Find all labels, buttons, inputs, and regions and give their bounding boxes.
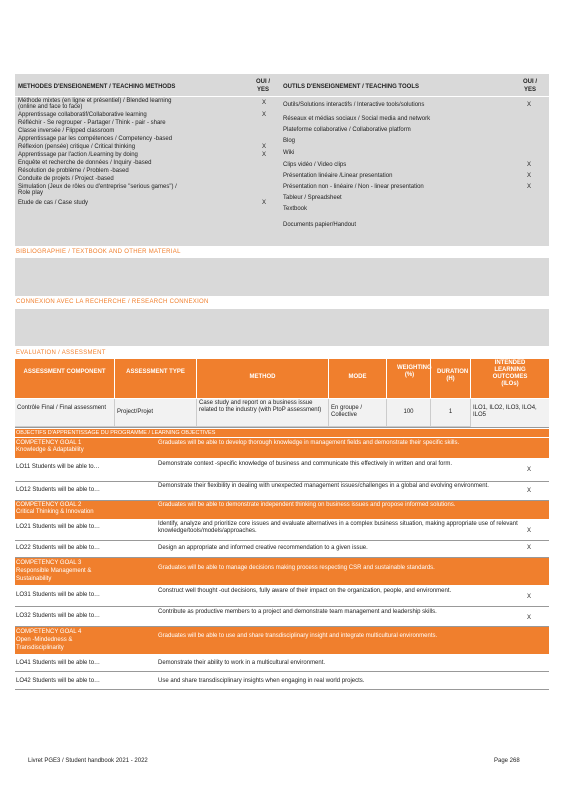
assessment-col-weighting: WEIGHTING (%) <box>387 359 431 399</box>
method-item: Apprentissage par les compétences / Competency -based <box>18 136 173 142</box>
competency-row <box>15 627 549 654</box>
methods-header-rule <box>15 96 549 97</box>
objective-code: LO11 Students will be able to… <box>16 464 100 470</box>
objective-row <box>15 459 549 482</box>
method-item: Apprentissage par l'action /Learning by doing <box>18 152 138 158</box>
tool-item: Réseaux et médias sociaux / Social media and network <box>283 116 431 122</box>
tool-mark: X <box>527 162 532 168</box>
competency-goal-description: Graduates will be able to develop thorough knowledge in management fields and demonstrate their specific skills. <box>158 440 460 446</box>
tool-item: Tableur / Spreadsheet <box>283 195 342 201</box>
assessment-col-type: ASSESSMENT TYPE <box>115 359 197 399</box>
tool-item: Wiki <box>283 150 295 156</box>
assessment-header-row <box>15 359 549 399</box>
method-mark: X <box>262 200 267 206</box>
objective-mark: X <box>527 545 532 551</box>
assessment-col-mode: MODE <box>329 359 387 399</box>
competency-row <box>15 558 549 585</box>
bibliography-heading: BIBLIOGRAPHIE / TEXTBOOK AND OTHER MATERIAL <box>16 249 181 255</box>
research-box <box>15 309 549 346</box>
tool-item: Textbook <box>283 206 308 212</box>
method-mark: X <box>262 144 267 150</box>
method-item: Simulation (Jeux de rôles ou d'entreprise "serious games") / Role play <box>18 184 177 196</box>
methods-ouiyes-header: OUI / YES <box>255 79 270 93</box>
objective-row <box>15 655 549 672</box>
method-item: Réfléchir - Se regrouper - Partager / Think - pair - share <box>18 120 166 126</box>
assessment-col-component: ASSESSMENT COMPONENT <box>15 359 115 399</box>
tools-ouiyes-header: OUI / YES <box>522 79 537 93</box>
tool-item: Clips vidéo / Video clips <box>283 162 347 168</box>
method-item: Etude de cas / Case study <box>18 200 89 206</box>
objective-code: LO21 Students will be able to… <box>16 524 101 530</box>
objective-text: Design an appropriate and informed creative recommendation to a given issue. <box>158 545 368 551</box>
objective-code: LO12 Students will be able to… <box>16 487 101 493</box>
objective-code: LO31 Students will be able to… <box>16 592 101 598</box>
objectives-title: OBJECTIFS D'APPRENTISSAGE DU PROGRAMME / LEARNING OBJECTIVES <box>15 429 549 437</box>
objective-code: LO32 Students will be able to… <box>16 613 101 619</box>
objective-text: Demonstrate context -specific knowledge of business and communicate this effectively in written and oral form. <box>158 461 453 467</box>
assessment-row <box>15 399 549 428</box>
method-item: Conduite de projets / Project -based <box>18 176 114 182</box>
method-item: Apprentissage collaboratif/Collaborative learning <box>18 112 147 118</box>
assessment-method: Case study and report on a business issue related to the industry (with PtoP assessment) <box>197 399 329 427</box>
tool-item: Documents papier/Handout <box>283 222 357 228</box>
competency-goal-description: Graduates will be able to demonstrate independent thinking on business issues and propose informed solutions. <box>158 502 456 508</box>
tools-header: OUTILS D'ENSEIGNEMENT / TEACHING TOOLS <box>283 84 419 90</box>
objective-mark: X <box>527 488 532 494</box>
method-item: Méthode mixtes (en ligne et présentiel) / Blended learning (online and face to face) <box>18 98 172 110</box>
footer-left: Livret PGE3 / Student handbook 2021 - 2022 <box>28 758 148 764</box>
method-mark: X <box>262 152 267 158</box>
objective-row <box>15 541 549 558</box>
tool-item: Présentation non - linéaire / Non - linear presentation <box>283 184 424 190</box>
method-item: Réflexion (pensée) critique / Critical thinking <box>18 144 136 150</box>
method-item: Enquête et recherche de données / Inquiry -based <box>18 160 152 166</box>
objective-row <box>15 672 549 690</box>
assessment-mode: En groupe / Collective <box>329 399 387 427</box>
method-item: Résolution de problème / Problem -based <box>18 168 129 174</box>
objective-row <box>15 607 549 627</box>
competency-goal-label: COMPETENCY GOAL 3 Responsible Management & Sustainability <box>16 560 92 582</box>
objective-mark: X <box>527 615 532 621</box>
objective-row <box>15 482 549 501</box>
methods-header: METHODES D'ENSEIGNEMENT / TEACHING METHODS <box>18 84 176 90</box>
bibliography-box <box>15 258 549 296</box>
footer-page-number: Page 268 <box>494 758 520 764</box>
tool-item: Blog <box>283 138 296 144</box>
assessment-ilos: ILO1, ILO2, ILO3, ILO4, ILO5 <box>473 405 537 418</box>
competency-goal-label: COMPETENCY GOAL 4 Open -Mindedness & Transdisciplinarity <box>16 629 82 651</box>
tool-item: Plateforme collaborative / Collaborative platform <box>283 127 411 133</box>
assessment-type: Project/Projet <box>115 399 197 427</box>
objective-mark: X <box>527 528 532 534</box>
research-heading: CONNEXION AVEC LA RECHERCHE / RESEARCH CONNEXION <box>16 299 209 305</box>
objective-code: LO41 Students will be able to… <box>16 660 101 666</box>
tool-mark: X <box>527 173 532 179</box>
objective-text: Use and share transdisciplinary insights when engaging in real world projects. <box>158 678 365 684</box>
objective-row <box>15 520 549 541</box>
assessment-weighting: 100 <box>387 399 431 427</box>
competency-goal-label: COMPETENCY GOAL 2 Critical Thinking & Innovation <box>16 502 94 515</box>
tool-item: Outils/Solutions interactifs / Interactive tools/solutions <box>283 102 425 108</box>
objective-text: Contribute as productive members to a project and demonstrate team management and leadership skills. <box>158 609 437 615</box>
objective-text: Demonstrate their flexibility in dealing with unexpected management issues/challenges in a global and evolving environment. <box>158 483 489 489</box>
competency-goal-description: Graduates will be able to manage decisions making process respecting CSR and sustainable standards. <box>158 565 435 571</box>
objective-mark: X <box>527 594 532 600</box>
competency-row <box>15 501 549 519</box>
objective-mark: X <box>527 467 532 473</box>
assessment-col-method: METHOD <box>197 359 329 399</box>
method-mark: X <box>262 112 267 118</box>
method-mark: X <box>262 100 267 106</box>
tool-mark: X <box>527 184 532 190</box>
competency-row <box>15 438 549 458</box>
evaluation-heading: EVALUATION / ASSESSMENT <box>16 350 106 356</box>
objective-text: Identify, analyze and prioritize core issues and evaluate alternatives in a complex business situation, making appropriate use of relevant knowledge/tools/models/approaches. <box>158 521 518 534</box>
method-item: Classe inversée / Flipped classroom <box>18 128 115 134</box>
objective-code: LO42 Students will be able to… <box>16 678 101 684</box>
competency-goal-label: COMPETENCY GOAL 1 Knowledge & Adaptability <box>16 440 84 453</box>
objective-text: Construct well thought -out decisions, fully aware of their impact on the organization, people, and environment. <box>158 588 452 594</box>
assessment-col-ilos: INTENDED LEARNING OUTCOMES (ILOs) <box>471 359 549 399</box>
assessment-col-duration: DURATION (H) <box>431 359 471 399</box>
assessment-duration: 1 <box>431 399 471 427</box>
tool-mark: X <box>527 102 532 108</box>
assessment-component: Contrôle Final / Final assessment <box>15 399 115 427</box>
objective-row <box>15 586 549 607</box>
objective-code: LO22 Students will be able to… <box>16 545 101 551</box>
objective-text: Demonstrate their ability to work in a multicultural environment. <box>158 660 326 666</box>
competency-goal-description: Graduates will be able to use and share transdisciplinary insight and integrate multicultural environments. <box>158 633 438 639</box>
tool-item: Présentation linéaire /Linear presentation <box>283 173 393 179</box>
